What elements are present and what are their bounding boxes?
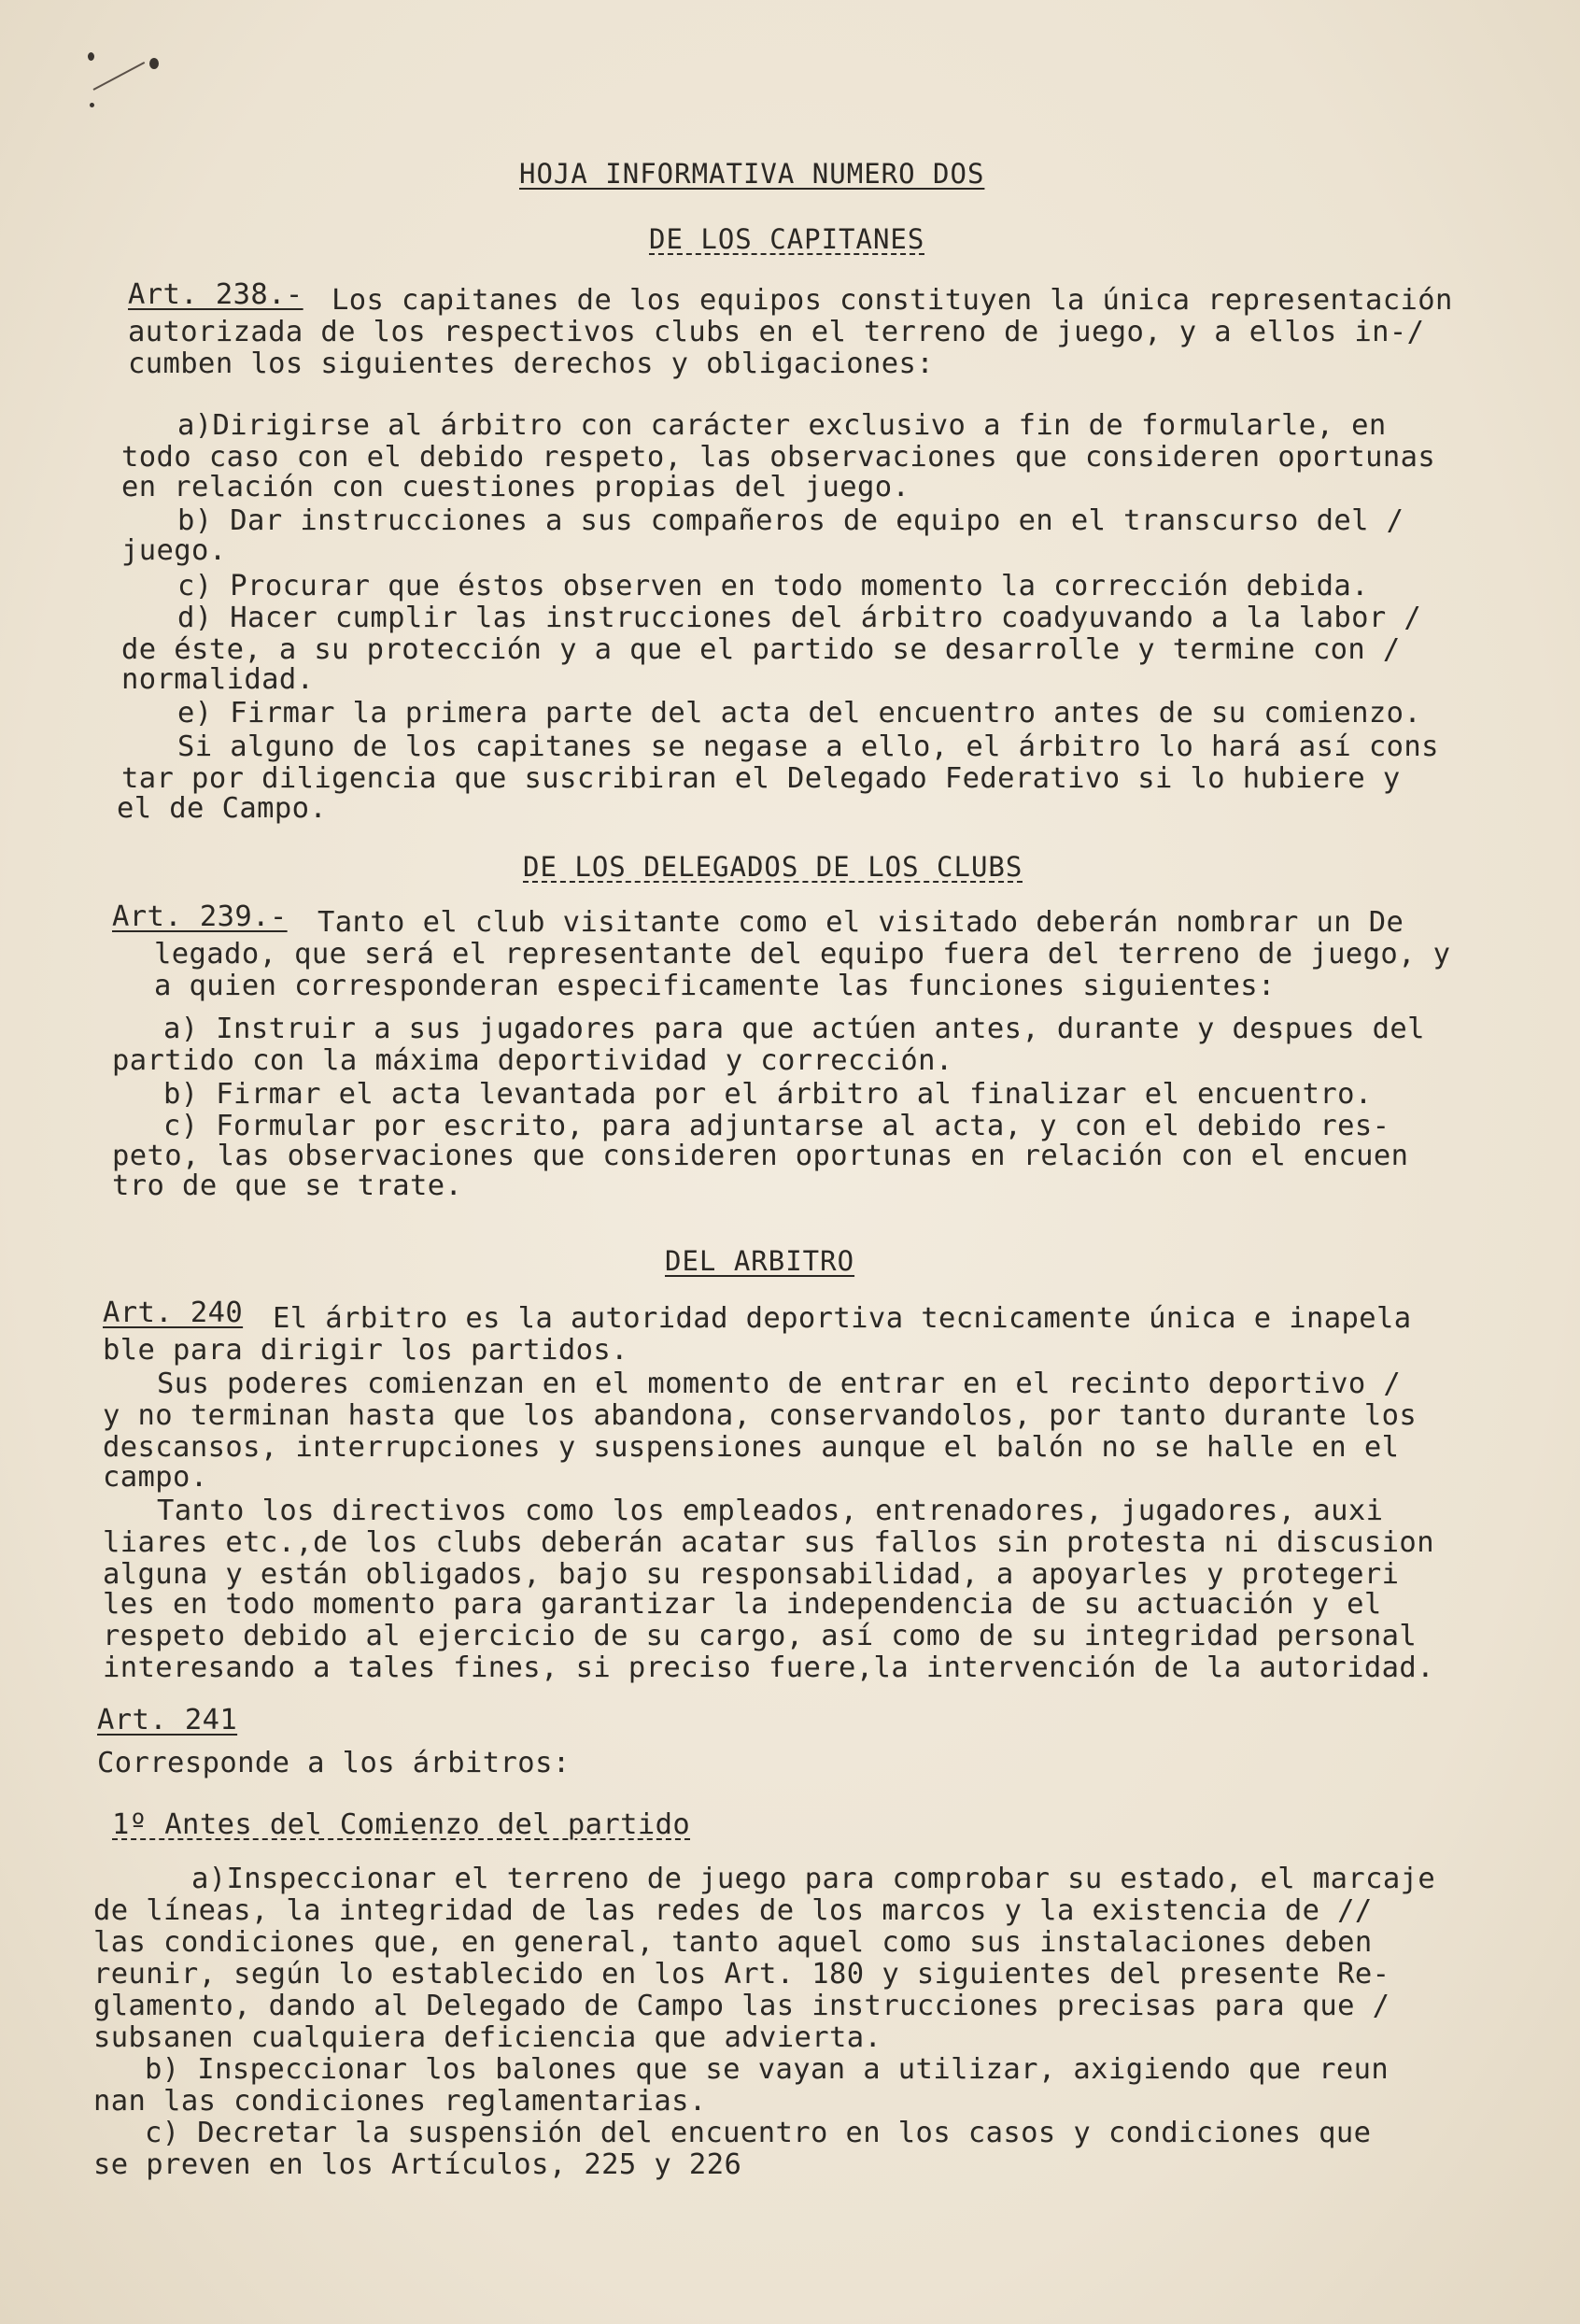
text-line: Tanto los directivos como los empleados, entrenadores, jugadores, auxi [157,1495,1384,1527]
text-line: en relación con cuestiones propias del juego. [121,471,910,503]
text-line: Los capitanes de los equipos constituyen la única representación [332,284,1453,317]
text-line: las condiciones que, en general, tanto aquel como sus instalaciones deben [93,1926,1373,1959]
text-line: glamento, dando al Delegado de Campo las instrucciones precisas para que / [93,1990,1390,2022]
text-line: a) Instruir a sus jugadores para que actúen antes, durante y despues del [163,1013,1425,1045]
text-line: normalidad. [121,663,315,696]
text-line: tro de que se trate. [112,1169,463,1202]
text-line: cumben los siguientes derechos y obligaciones: [128,347,935,380]
text-line: legado, que será el representante del equipo fuera del terreno de juego, y [154,938,1451,971]
ink-speck [90,103,94,107]
text-line: peto, las observaciones que consideren oportunas en relación con el encuen [112,1140,1409,1172]
ink-speck [88,52,94,61]
text-line: alguna y están obligados, bajo su responsabilidad, a apoyarles y protegeri [103,1558,1400,1591]
ink-stroke [93,62,146,91]
text-line: d) Hacer cumplir las instrucciones del árbitro coadyuvando a la labor / [177,602,1422,634]
text-line: c) Decretar la suspensión del encuentro en los casos y condiciones que [145,2117,1372,2149]
text-line: ble para dirigir los partidos. [103,1334,628,1367]
text-line: reunir, según lo establecido en los Art. 180 y siguientes del presente Re- [93,1958,1390,1991]
text-line: a)Inspeccionar el terreno de juego para comprobar su estado, el marcaje [191,1863,1436,1895]
article-label: Art. 240 [103,1297,244,1329]
text-line: subsanen cualquiera deficiencia que advierta. [93,2021,882,2054]
text-line: b) Dar instrucciones a sus compañeros de equipo en el transcurso del / [177,504,1404,537]
text-line: b) Inspeccionar los balones que se vayan a utilizar, axigiendo que reun [145,2053,1390,2086]
text-line: interesando a tales fines, si preciso fuere,la intervención de la autoridad. [103,1651,1434,1684]
text-line: partido con la máxima deportividad y corrección. [112,1044,953,1077]
text-line: autorizada de los respectivos clubs en el terreno de juego, y a ellos in-/ [128,316,1425,348]
text-line: les en todo momento para garantizar la independencia de su actuación y el [103,1588,1382,1621]
text-line: El árbitro es la autoridad deportiva tecnicamente única e inapela [273,1302,1412,1335]
article-label: Art. 238.- [128,278,303,311]
text-line: todo caso con el debido respeto, las observaciones que consideren oportunas [121,441,1436,474]
text-line: descansos, interrupciones y suspensiones aunque el balón no se halle en el [103,1431,1400,1464]
text-line: Sus poderes comienzan en el momento de entrar en el recinto deportivo / [157,1367,1402,1400]
text-line: juego. [121,534,227,567]
ink-speck [149,58,159,69]
text-line: Si alguno de los capitanes se negase a ello, el árbitro lo hará así cons [177,730,1439,763]
text-line: campo. [103,1461,208,1494]
section-heading: DE LOS DELEGADOS DE LOS CLUBS [523,851,1023,883]
page-title: HOJA INFORMATIVA NUMERO DOS [519,158,985,190]
text-line: y no terminan hasta que los abandona, conservandolos, por tanto durante los [103,1399,1418,1432]
article-label: Art. 241 [97,1704,238,1736]
text-line: a quien corresponderan especificamente las funciones siguientes: [154,970,1276,1002]
text-line: b) Firmar el acta levantada por el árbitro al finalizar el encuentro. [163,1078,1373,1111]
text-line: se preven en los Artículos, 225 y 226 [93,2148,742,2181]
text-line: liares etc.,de los clubs deberán acatar sus fallos sin protesta ni discusion [103,1526,1434,1559]
text-line: c) Procurar que éstos observen en todo momento la corrección debida. [177,570,1369,602]
text-line: a)Dirigirse al árbitro con carácter exclusivo a fin de formularle, en [177,409,1387,442]
subheading: 1º Antes del Comienzo del partido [112,1808,691,1841]
text-line: nan las condiciones reglamentarias. [93,2085,707,2118]
text-line: e) Firmar la primera parte del acta del encuentro antes de su comienzo. [177,697,1422,730]
text-line: de éste, a su protección y a que el partido se desarrolle y termine con / [121,633,1401,666]
section-heading: DEL ARBITRO [665,1245,855,1277]
text-line: c) Formular por escrito, para adjuntarse al acta, y con el debido res- [163,1110,1390,1142]
text-line: tar por diligencia que suscribiran el Delegado Federativo si lo hubiere y [121,762,1401,795]
text-line: de líneas, la integridad de las redes de los marcos y la existencia de // [93,1894,1373,1927]
text-line: el de Campo. [117,792,328,825]
article-label: Art. 239.- [112,900,288,933]
section-heading: DE LOS CAPITANES [649,223,925,255]
text-line: Tanto el club visitante como el visitado deberán nombrar un De [317,906,1404,939]
intro-line: Corresponde a los árbitros: [97,1747,571,1779]
text-line: respeto debido al ejercicio de su cargo, así como de su integridad personal [103,1620,1418,1652]
